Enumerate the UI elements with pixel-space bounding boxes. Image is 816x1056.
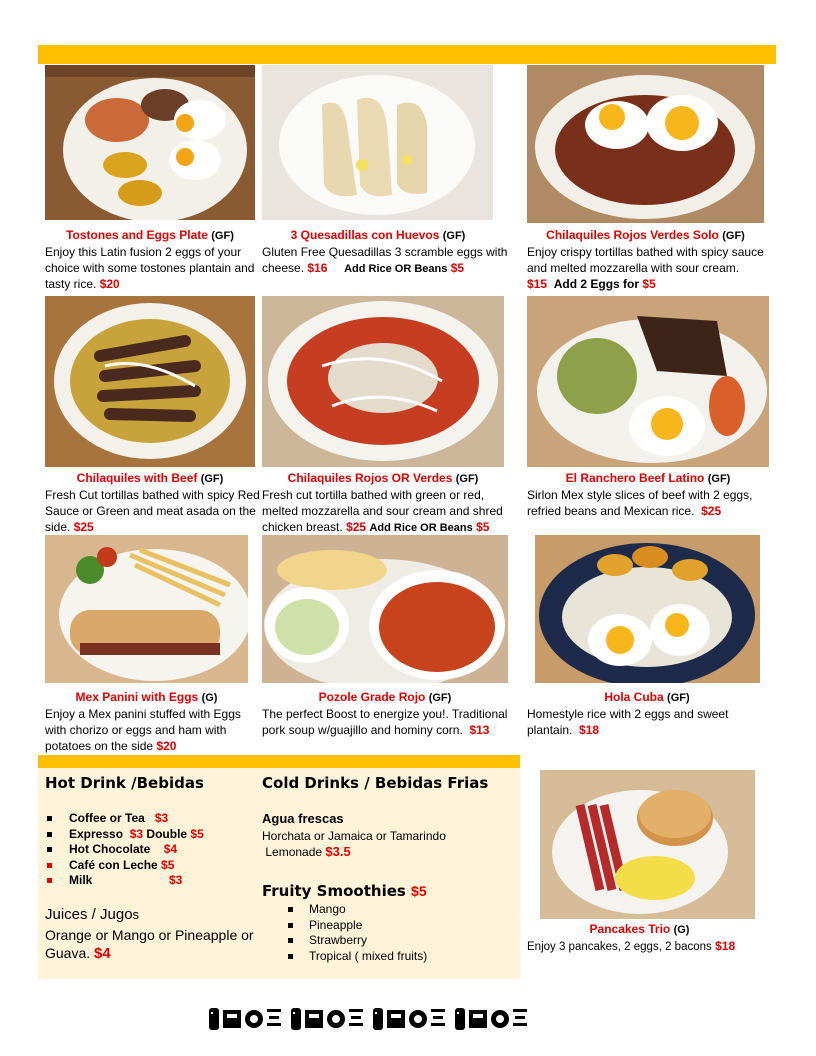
list-item: Hot Chocolate $4 xyxy=(45,842,245,858)
item-name: El Ranchero Beef Latino xyxy=(565,471,705,485)
item-name: Pozole Grade Rojo xyxy=(318,690,426,704)
item-name: Chilaquiles Rojos Verdes Solo xyxy=(546,228,719,242)
beverages-top-strip xyxy=(38,755,520,768)
item-desc: Gluten Free Quesadillas 3 scramble eggs with cheese. xyxy=(262,245,508,275)
item-price: $15 xyxy=(527,277,548,291)
item-tag: (G) xyxy=(201,692,218,704)
item-price: $25 xyxy=(346,520,367,534)
item-price: $20 xyxy=(99,277,120,291)
chilaquiles-solo-photo xyxy=(527,65,764,223)
menu-item-pancakes xyxy=(527,921,767,955)
item-name: Tostones and Eggs Plate xyxy=(66,228,208,242)
ranchero-beef-photo xyxy=(527,296,769,467)
item-price: $25 xyxy=(73,520,94,534)
item-desc: Enjoy this Latin fusion 2 eggs of your choice with some tostones plantain and tasty rice. xyxy=(45,245,255,291)
item-tag: (GF) xyxy=(722,230,745,242)
pozole-photo xyxy=(262,535,508,683)
item-price: $13 xyxy=(469,723,490,737)
item-desc: Enjoy a Mex panini stuffed with Eggs with chorizo or eggs and ham with potatoes on the side xyxy=(45,707,241,753)
item-tag: (GF) xyxy=(455,473,479,485)
item-tag: (GF) xyxy=(667,692,690,704)
list-item: Café con Leche $5 xyxy=(45,858,245,874)
item-desc: Fresh Cut tortillas bathed with spicy Red Sauce or Green and meat asada on the side. xyxy=(45,488,260,534)
menu-item-chilaquiles-beef xyxy=(45,470,260,535)
item-desc: Sirlon Mex style slices of beef with 2 eggs, refried beans and Mexican rice. xyxy=(527,488,753,518)
list-item: Tropical ( mixed fruits) xyxy=(262,949,427,965)
pancakes-photo xyxy=(540,770,755,919)
aztec-ornament xyxy=(207,1004,547,1034)
item-addon-price: $5 xyxy=(476,520,490,534)
item-addon: Add Rice OR Beans xyxy=(344,263,448,275)
list-item: Milk $3 xyxy=(45,873,245,889)
item-name: Hola Cuba xyxy=(604,690,664,704)
header-bar xyxy=(38,45,776,64)
item-price: $25 xyxy=(701,504,722,518)
item-name: Chilaquiles with Beef xyxy=(76,471,198,485)
menu-item-tostones xyxy=(45,227,255,292)
item-price: $18 xyxy=(715,939,736,953)
menu-item-chilaquiles-solo xyxy=(527,227,767,292)
agua-frescas-desc: Horchata or Jamaica or Tamarindo Lemonade $3.5 xyxy=(262,829,446,859)
item-price: $16 xyxy=(307,261,328,275)
list-item: Expresso $3 Double $5 xyxy=(45,827,245,843)
item-name: Pancakes Trio xyxy=(589,922,671,936)
item-tag: (G) xyxy=(673,924,690,936)
chilaquiles-rojos-photo xyxy=(262,296,504,467)
hot-drinks-list xyxy=(45,811,245,889)
item-name: Chilaquiles Rojos OR Verdes xyxy=(287,471,453,485)
item-tag: (GF) xyxy=(211,230,234,242)
item-name: Mex Panini with Eggs xyxy=(75,690,199,704)
smoothies-list xyxy=(262,902,427,964)
menu-item-mex-panini xyxy=(45,689,260,754)
item-desc: Fresh cut tortilla bathed with green or red, melted mozzarella and sour cream and shred chicken breast. xyxy=(262,488,503,534)
item-desc: The perfect Boost to energize you!. Traditional pork soup w/guajillo and hominy corn. xyxy=(262,707,508,737)
item-desc: Homestyle rice with 2 eggs and sweet plantain. xyxy=(527,707,729,737)
hot-drinks-title: Hot Drink /Bebidas xyxy=(45,774,204,792)
menu-item-hola-cuba xyxy=(527,689,767,738)
hola-cuba-photo xyxy=(535,535,760,683)
item-tag: (GF) xyxy=(442,230,466,242)
juices-title: Juices / Jugos xyxy=(45,906,140,923)
list-item: Mango xyxy=(262,902,427,918)
chilaquiles-beef-photo xyxy=(45,296,255,467)
item-addon: Add Rice OR Beans xyxy=(369,522,473,534)
cold-drinks-title: Cold Drinks / Bebidas Frias xyxy=(262,774,489,792)
smoothies-title: Fruity Smoothies $5 xyxy=(262,882,427,900)
item-tag: (GF) xyxy=(707,473,731,485)
item-price: $20 xyxy=(156,739,177,753)
juices-desc: Orange or Mango or Pineapple or Guava. $4 xyxy=(45,927,254,962)
menu-item-pozole xyxy=(262,689,514,738)
tostones-plate-photo xyxy=(45,65,255,220)
mex-panini-photo xyxy=(45,535,248,683)
menu-item-ranchero xyxy=(527,470,767,519)
menu-item-quesadillas xyxy=(262,227,512,277)
agua-frescas-title: Agua frescas xyxy=(262,811,344,826)
item-desc: Enjoy 3 pancakes, 2 eggs, 2 bacons xyxy=(527,941,712,953)
list-item: Coffee or Tea $3 xyxy=(45,811,245,827)
item-tag: (GF) xyxy=(200,473,224,485)
item-addon-price: $5 xyxy=(642,277,656,291)
item-addon-price: $5 xyxy=(450,261,465,275)
item-addon: Add 2 Eggs for xyxy=(553,277,640,291)
item-name: 3 Quesadillas con Huevos xyxy=(290,228,440,242)
item-price: $18 xyxy=(579,723,600,737)
quesadillas-photo xyxy=(262,65,493,220)
list-item: Strawberry xyxy=(262,933,427,949)
item-tag: (GF) xyxy=(428,692,452,704)
list-item: Pineapple xyxy=(262,918,427,934)
item-desc: Enjoy crispy tortillas bathed with spicy sauce and melted mozzarella with sour cream. xyxy=(527,245,764,275)
menu-item-chilaquiles-rojos xyxy=(262,470,512,536)
